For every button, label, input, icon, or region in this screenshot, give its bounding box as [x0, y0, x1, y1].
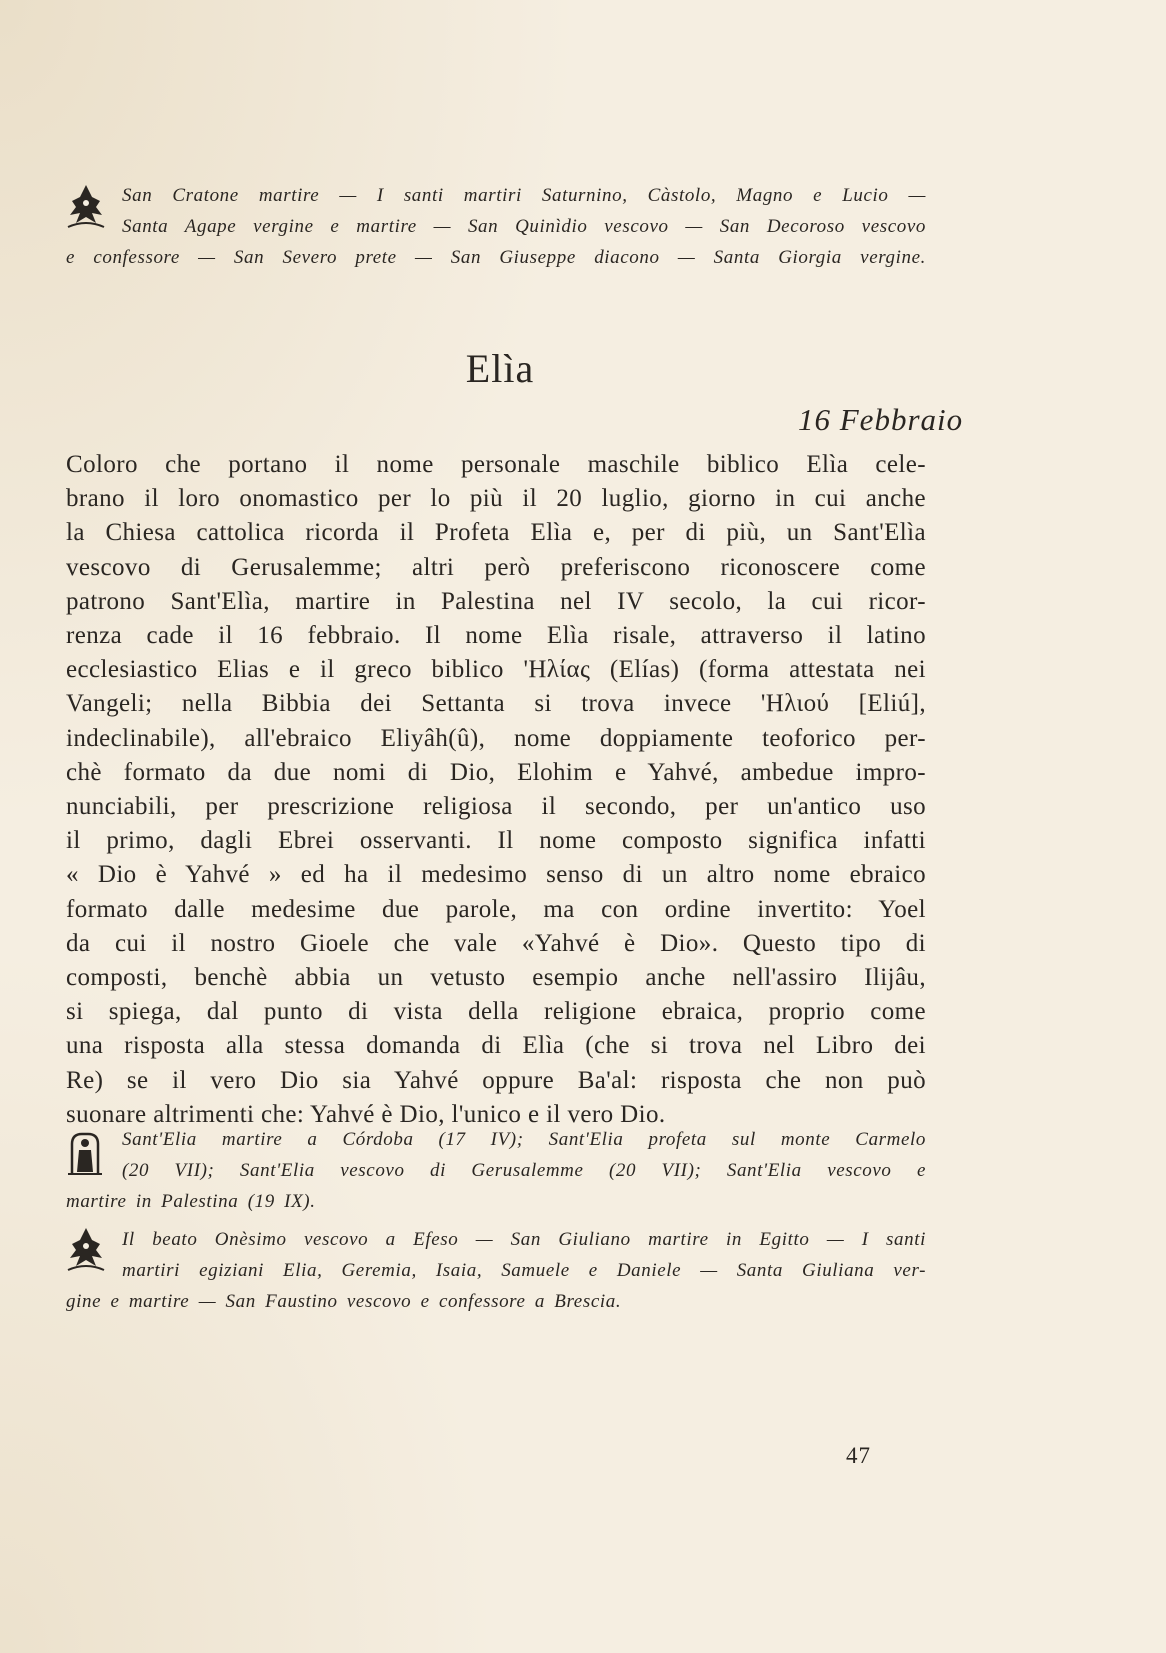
body-line: una risposta alla stessa domanda di Elìa (che si trova nel Libro dei: [66, 1032, 926, 1060]
saints-of-the-day-bottom: [66, 1224, 926, 1317]
body-line: indeclinabile), all'ebraico Eliyâh(û), nome doppiamente teoforico per-: [66, 724, 926, 752]
body-line: patrono Sant'Elìa, martire in Palestina nel IV secolo, la cui ricor-: [66, 587, 926, 615]
saints-line: martiri egiziani Elia, Geremia, Isaia, Samuele e Daniele — Santa Giuliana ver-: [122, 1260, 926, 1281]
body-line: Coloro che portano il nome personale maschile biblico Elìa cele-: [66, 451, 926, 478]
body-line: Vangeli; nella Bibbia dei Settanta si trova invece 'Ηλιού [Eliú],: [66, 690, 926, 718]
saints-line: e confessore — San Severo prete — San Giuseppe diacono — Santa Giorgia vergine.: [66, 247, 926, 268]
body-line: « Dio è Yahvé » ed ha il medesimo senso di un altro nome ebraico: [66, 861, 926, 889]
saints-of-the-day-top: [66, 180, 926, 273]
body-line: suonare altrimenti che: Yahvé è Dio, l'unico e il vero Dio.: [66, 1100, 666, 1128]
body-line: chè formato da due nomi di Dio, Elohim e Yahvé, ambedue impro-: [66, 758, 926, 786]
saints-line: gine e martire — San Faustino vescovo e confessore a Brescia.: [66, 1291, 622, 1312]
saints-line: martire in Palestina (19 IX).: [66, 1191, 316, 1212]
body-line: composti, benchè abbia un vetusto esempio anche nell'assiro Ilijâu,: [66, 964, 926, 992]
body-line: vescovo di Gerusalemme; altri però preferiscono riconoscere come: [66, 553, 926, 581]
saints-line: Santa Agape vergine e martire — San Quinìdio vescovo — San Decoroso vescovo: [122, 216, 926, 237]
saints-line: Sant'Elia martire a Córdoba (17 IV); Sant'Elia profeta sul monte Carmelo: [122, 1129, 926, 1150]
saints-named-elia: [66, 1124, 926, 1217]
saints-line: San Cratone martire — I santi martiri Saturnino, Càstolo, Magno e Lucio —: [122, 185, 926, 206]
body-line: ecclesiastico Elias e il greco biblico 'Ηλίας (Elías) (forma attestata nei: [66, 656, 926, 684]
body-line: si spiega, dal punto di vista della religione ebraica, proprio come: [66, 998, 926, 1026]
body-line: formato dalle medesime due parole, ma con ordine invertito: Yoel: [66, 895, 926, 923]
body-line: da cui il nostro Gioele che vale «Yahvé è Dio». Questo tipo di: [66, 929, 926, 957]
entry-body: [66, 448, 926, 1132]
entry-date: 16 Febbraio: [798, 402, 964, 437]
body-line: renza cade il 16 febbraio. Il nome Elìa risale, attraverso il latino: [66, 622, 926, 650]
entry-title: Elìa: [465, 346, 535, 391]
body-line: il primo, dagli Ebrei osservanti. Il nome composto significa infatti: [66, 827, 926, 855]
body-line: brano il loro onomastico per lo più il 20 luglio, giorno in cui anche: [66, 485, 926, 513]
body-line: la Chiesa cattolica ricorda il Profeta Elìa e, per di più, un Sant'Elìa: [66, 519, 926, 547]
saints-line: (20 VII); Sant'Elia vescovo di Gerusalemme (20 VII); Sant'Elia vescovo e: [122, 1160, 926, 1181]
saints-line: Il beato Onèsimo vescovo a Efeso — San Giuliano martire in Egitto — I santi: [122, 1229, 926, 1250]
body-line: Re) se il vero Dio sia Yahvé oppure Ba'al: risposta che non può: [66, 1066, 926, 1094]
page-number: 47: [846, 1443, 871, 1468]
body-line: nunciabili, per prescrizione religiosa il secondo, per un'antico uso: [66, 793, 926, 821]
